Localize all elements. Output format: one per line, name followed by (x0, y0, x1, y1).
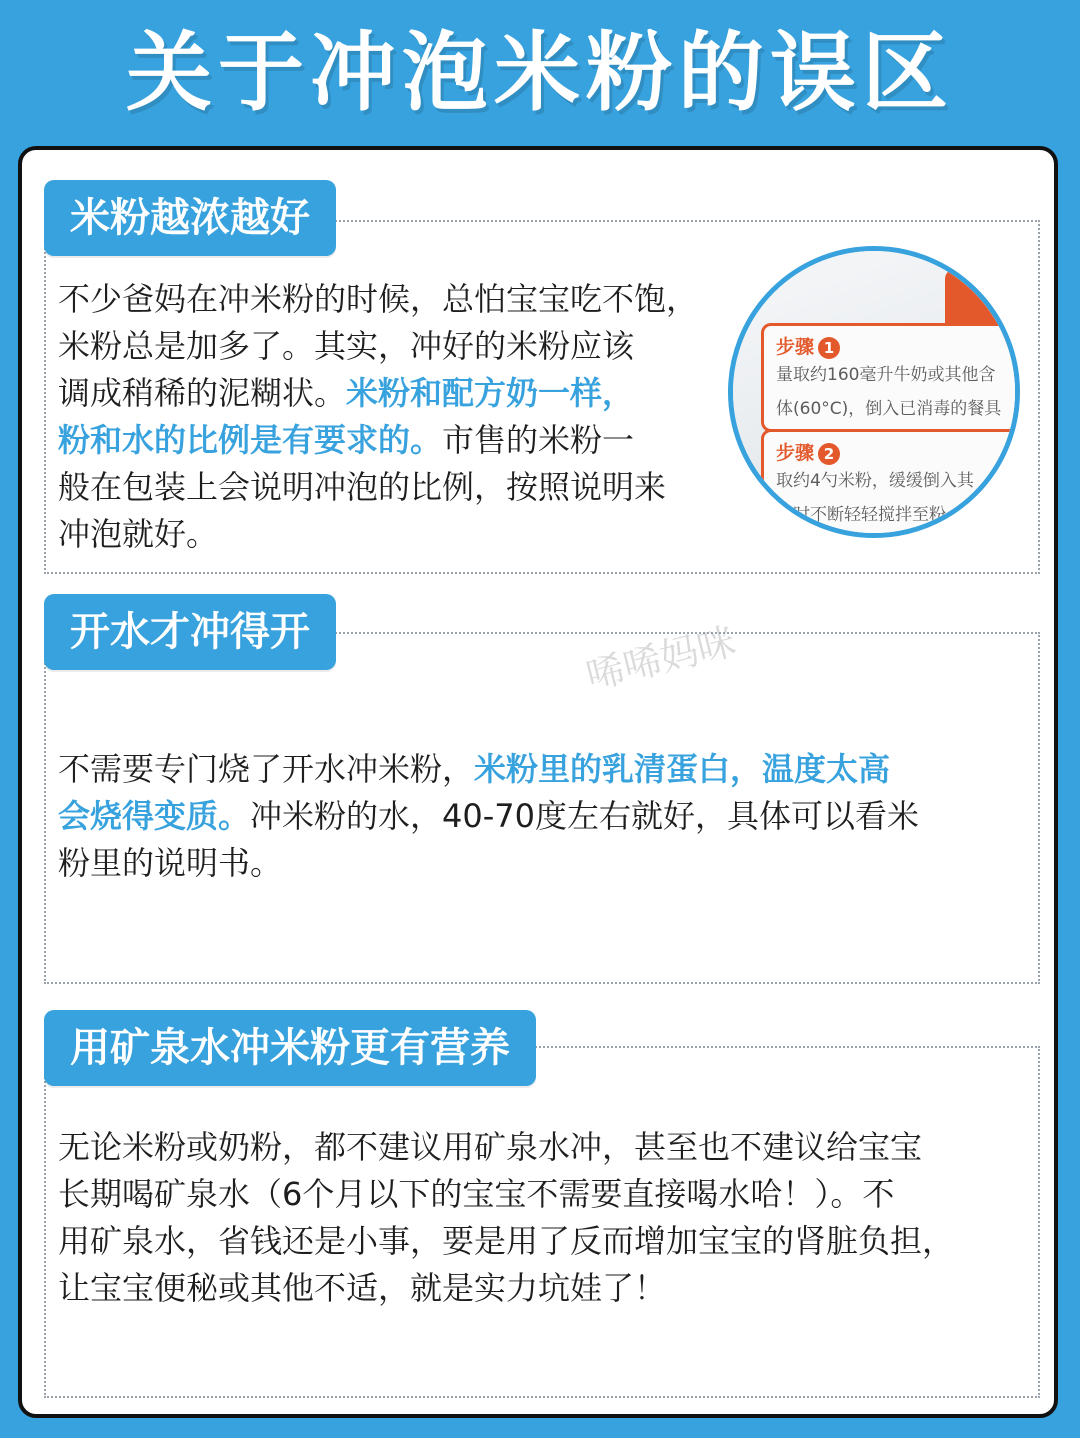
text-line (58, 840, 1018, 887)
text-line (58, 464, 758, 511)
page-title: 关于冲泡米粉的误区 (126, 23, 954, 123)
step-2-number: 2 (818, 443, 840, 465)
step-1-line-2: 体(60°C)，倒入已消毒的餐具 (776, 399, 1002, 419)
body-text-run: 冲泡就好。 (58, 515, 219, 553)
body-text-run: 不少爸妈在冲米粉的时候，总怕宝宝吃不饱， (58, 280, 699, 318)
text-line (58, 1124, 1038, 1171)
section-2-text (58, 746, 1018, 887)
body-text-run: 调成稍稀的泥糊状。 (58, 374, 347, 412)
step-1-line-1: 量取约160毫升牛奶或其他含 (776, 365, 996, 385)
text-line (58, 417, 758, 464)
watermark: 唏唏妈咪 (581, 619, 740, 699)
body-text-run: 不需要专门烧了开水冲米粉， (58, 750, 475, 788)
text-line (58, 793, 1018, 840)
text-line (58, 370, 758, 417)
highlight-text: 米粉和配方奶一样， (346, 374, 635, 412)
body-text-run: 冲米粉的水，40-70度左右就好，具体可以看米 (250, 797, 920, 835)
content-card (18, 146, 1058, 1418)
highlight-text: 粉和水的比例是有要求的。 (58, 421, 443, 459)
body-text-run: 般在包装上会说明冲泡的比例，按照说明来 (58, 468, 667, 506)
section-1-text (58, 276, 758, 558)
text-line (58, 746, 1018, 793)
body-text-run: 让宝宝便秘或其他不适，就是实力坑娃了！ (58, 1269, 667, 1307)
product-label-photo (728, 246, 1020, 538)
step-1-number: 1 (818, 337, 840, 359)
highlight-text: 会烧得变质。 (58, 797, 251, 835)
text-line (58, 276, 758, 323)
body-text-run: 无论米粉或奶粉，都不建议用矿泉水冲，甚至也不建议给宝宝 (58, 1128, 923, 1166)
photo-step-1 (761, 323, 1020, 432)
text-line (58, 1171, 1038, 1218)
body-text-run: 长期喝矿泉水（6个月以下的宝宝不需要直接喝水哈！）。不 (58, 1175, 895, 1213)
section-3-text (58, 1124, 1038, 1312)
text-line (58, 1218, 1038, 1265)
body-text-run: 粉里的说明书。 (58, 844, 283, 882)
photo-step-2 (761, 429, 1020, 538)
step-2-title: 步骤 (776, 442, 815, 464)
step-2-line-1: 取约4勺米粉，缓缓倒入其 (776, 471, 974, 491)
highlight-text: 米粉里的乳清蛋白，温度太高 (474, 750, 891, 788)
text-line (58, 1265, 1038, 1312)
body-text-run: 米粉总是加多了。其实，冲好的米粉应该 (58, 327, 635, 365)
step-1-title: 步骤 (776, 336, 815, 358)
text-line (58, 511, 758, 558)
section-2-heading: 开水才冲得开 (44, 594, 336, 670)
section-3-heading: 用矿泉水冲米粉更有营养 (44, 1010, 536, 1086)
step-2-line-2: 同时不断轻轻搅拌至粉 (776, 505, 946, 525)
body-text-run: 用矿泉水，省钱还是小事，要是用了反而增加宝宝的肾脏负担， (58, 1222, 955, 1260)
body-text-run: 市售的米粉一 (442, 421, 635, 459)
section-1-heading: 米粉越浓越好 (44, 180, 336, 256)
text-line (58, 323, 758, 370)
